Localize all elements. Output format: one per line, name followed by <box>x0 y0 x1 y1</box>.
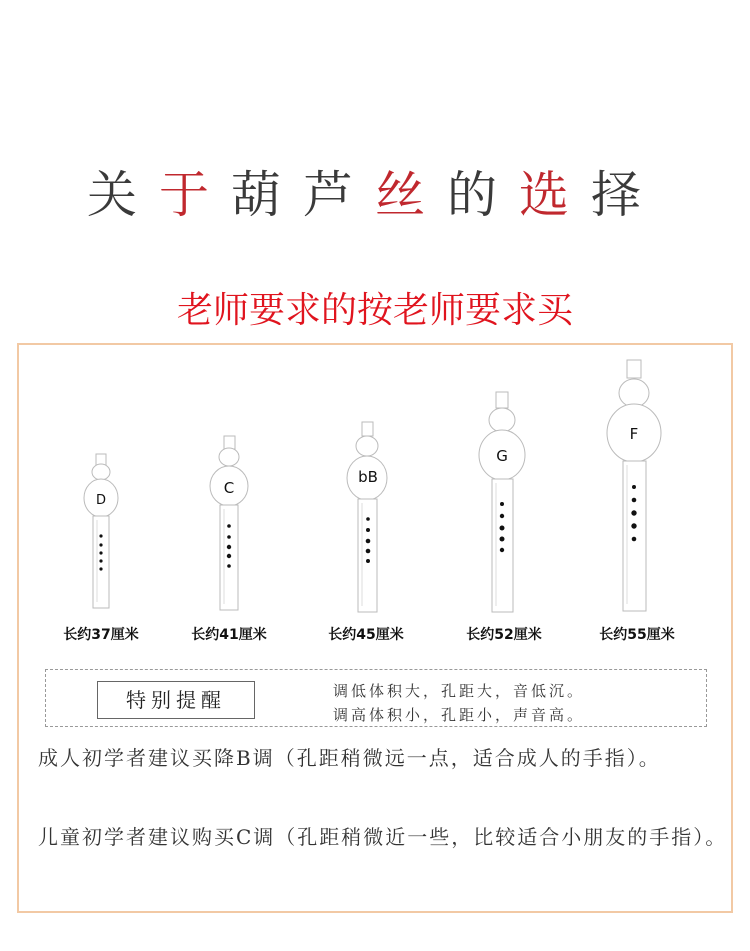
key-label-c: C <box>223 479 235 497</box>
title-char-7: 选 <box>519 166 591 224</box>
length-label-d: 长约37厘米 <box>63 627 139 643</box>
key-label-g: G <box>496 447 508 465</box>
hulusi-d-illustration <box>80 452 124 612</box>
length-label-c: 长约41厘米 <box>191 627 267 643</box>
title-char-1: 关 <box>87 166 159 224</box>
subtitle: 老师要求的按老师要求买 <box>176 290 573 331</box>
title-char-8: 择 <box>591 166 663 224</box>
title-char-6: 的 <box>447 166 519 224</box>
title-char-2: 于 <box>159 166 231 224</box>
length-label-bb: 长约45厘米 <box>328 627 404 643</box>
title-char-3: 葫 <box>231 166 303 224</box>
key-label-d: D <box>95 493 107 508</box>
length-label-g: 长约52厘米 <box>466 627 542 643</box>
child-advice: 儿童初学者建议购买C调（孔距稍微近一些，比较适合小朋友的手指）。 <box>38 825 728 849</box>
key-label-f: F <box>629 425 639 443</box>
title-char-4: 芦 <box>303 166 375 224</box>
page-title <box>0 155 750 227</box>
hulusi-bb-illustration <box>344 420 392 615</box>
reminder-line-2: 调高体积小，孔距小，声音高。 <box>333 706 586 724</box>
reminder-label: 特别提醒 <box>97 681 255 719</box>
title-char-5: 丝 <box>375 166 447 224</box>
hulusi-g-illustration <box>476 390 530 615</box>
length-label-f: 长约55厘米 <box>599 627 675 643</box>
reminder-line-1: 调低体积大，孔距大，音低沉。 <box>333 682 586 700</box>
key-label-bb: bB <box>358 468 378 486</box>
hulusi-c-illustration <box>206 434 254 614</box>
adult-advice: 成人初学者建议买降B调（孔距稍微远一点，适合成人的手指）。 <box>38 746 661 770</box>
hulusi-f-illustration <box>603 358 667 614</box>
